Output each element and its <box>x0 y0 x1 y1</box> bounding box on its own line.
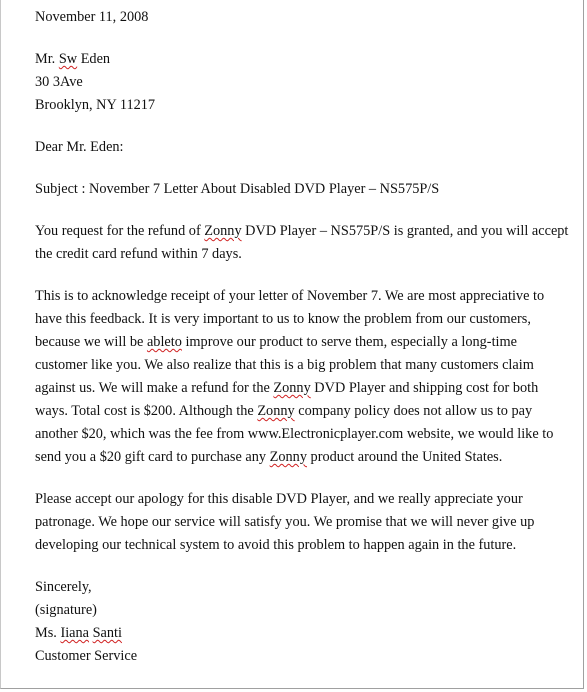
text-run: DVD Player – NS575P/S is granted, and you will accept the credit card refund within 7 days. <box>35 223 569 262</box>
spacer <box>35 557 570 576</box>
subject-line: Subject : November 7 Letter About Disabled DVD Player – NS575P/S <box>35 181 440 197</box>
sender-firstname: Iiana <box>60 625 90 641</box>
paragraph-refund <box>35 220 570 266</box>
recipient-title: Mr. <box>35 51 59 67</box>
recipient-name <box>35 48 570 71</box>
brand-name: Zonny <box>204 223 242 239</box>
sender-title: Ms. <box>35 625 61 641</box>
recipient-initials: Sw <box>58 51 78 67</box>
text-run: This is to acknowledge receipt of your letter of November 7. We are most appreciative to have this feedback. It is very important to us to know the problem from our customers, because we will be <box>35 288 545 350</box>
paragraph-apology: Please accept our apology for this disable DVD Player, and we really appreciate your patronage. We hope our service will satisfy you. We promise that we will never give up developing our technical system to avoid this problem to happen again in the future. <box>35 491 535 553</box>
spacer <box>35 266 570 285</box>
salutation: Dear Mr. Eden: <box>35 139 124 155</box>
letter-body <box>35 6 570 668</box>
letter-date: November 11, 2008 <box>35 9 149 25</box>
text-run: You request for the refund of <box>35 223 205 239</box>
paragraph-acknowledge <box>35 285 570 469</box>
recipient-street: 30 3Ave <box>35 74 83 90</box>
text-run: DVD Player and shipping cost for both ways. Total cost is $200. Although the <box>35 380 539 419</box>
spacer <box>35 29 570 48</box>
recipient-city: Brooklyn, NY 11217 <box>35 97 156 113</box>
sender-name <box>35 622 570 645</box>
closing: Sincerely, <box>35 579 92 595</box>
text-run: company policy does not allow us to pay another $20, which was the fee from www.Electronicplayer.com website, we would like to send you a $20 gift card to purchase any <box>35 403 554 465</box>
spacer <box>35 201 570 220</box>
text-run: improve our product to serve them, especially a long-time customer like you. We also realize that this is a big problem that many customers claim against us. We will make a refund for the <box>35 334 534 396</box>
brand-name: Zonny <box>273 380 311 396</box>
sender-department: Customer Service <box>35 648 138 664</box>
spacer <box>35 159 570 178</box>
misspelled-word: ableto <box>146 334 182 350</box>
spacer <box>35 469 570 488</box>
recipient-lastname: Eden <box>77 51 111 67</box>
text-run: product around the United States. <box>306 449 503 465</box>
brand-name: Zonny <box>257 403 295 419</box>
brand-name: Zonny <box>269 449 307 465</box>
signature: (signature) <box>35 602 97 618</box>
spacer <box>35 117 570 136</box>
sender-lastname: Santi <box>92 625 122 641</box>
